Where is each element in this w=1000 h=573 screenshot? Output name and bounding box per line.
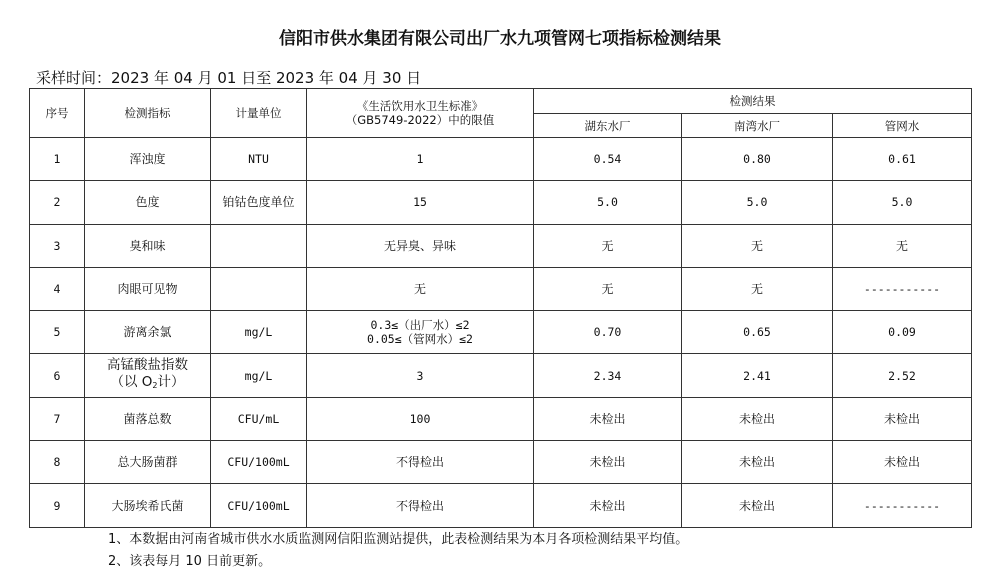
row-limit: 不得检出 bbox=[307, 484, 534, 527]
indicator-line2-post: 计） bbox=[157, 374, 185, 391]
header-indicator: 检测指标 bbox=[85, 89, 211, 138]
row-index: 4 bbox=[30, 267, 85, 310]
row-plant1: 0.54 bbox=[534, 138, 682, 181]
row-plant2: 未检出 bbox=[682, 441, 833, 484]
row-limit: 无 bbox=[307, 267, 534, 310]
row-unit: 铂钴色度单位 bbox=[211, 181, 307, 224]
header-index: 序号 bbox=[30, 89, 85, 138]
row-indicator: 浑浊度 bbox=[85, 138, 211, 181]
row-index: 2 bbox=[30, 181, 85, 224]
table-row bbox=[30, 267, 972, 310]
row-unit: NTU bbox=[211, 138, 307, 181]
row-plant1: 未检出 bbox=[534, 484, 682, 527]
row-plant1: 未检出 bbox=[534, 441, 682, 484]
row-plant1: 5.0 bbox=[534, 181, 682, 224]
row-network: 2.52 bbox=[833, 354, 972, 397]
header-results: 检测结果 bbox=[534, 89, 972, 114]
indicator-line2-sub: 2 bbox=[152, 381, 158, 391]
row-network: 0.61 bbox=[833, 138, 972, 181]
row-limit: 不得检出 bbox=[307, 441, 534, 484]
header-standard-line1: 《生活饮用水卫生标准》 bbox=[356, 99, 484, 113]
row-network: ----------- bbox=[833, 484, 972, 527]
table-row bbox=[30, 397, 972, 440]
row-limit-line2: 0.05≤（管网水）≤2 bbox=[367, 332, 473, 347]
indicator-line2-pre: （以 O bbox=[110, 374, 153, 391]
row-plant1: 2.34 bbox=[534, 354, 682, 397]
row-unit bbox=[211, 267, 307, 310]
row-network: 0.09 bbox=[833, 311, 972, 354]
row-plant1: 未检出 bbox=[534, 397, 682, 440]
row-plant2: 未检出 bbox=[682, 484, 833, 527]
row-indicator-line1: 高锰酸盐指数 bbox=[107, 357, 188, 374]
row-plant2: 未检出 bbox=[682, 397, 833, 440]
row-network: 无 bbox=[833, 224, 972, 267]
row-unit bbox=[211, 224, 307, 267]
row-indicator: 色度 bbox=[85, 181, 211, 224]
row-limit bbox=[307, 311, 534, 354]
row-plant2: 无 bbox=[682, 267, 833, 310]
row-index: 3 bbox=[30, 224, 85, 267]
row-limit-line1: 0.3≤（出厂水）≤2 bbox=[370, 318, 470, 333]
row-limit: 100 bbox=[307, 397, 534, 440]
row-index: 6 bbox=[30, 354, 85, 397]
row-index: 9 bbox=[30, 484, 85, 527]
row-indicator: 肉眼可见物 bbox=[85, 267, 211, 310]
header-unit: 计量单位 bbox=[211, 89, 307, 138]
row-indicator: 菌落总数 bbox=[85, 397, 211, 440]
header-plant1: 湖东水厂 bbox=[534, 114, 682, 138]
row-indicator: 游离余氯 bbox=[85, 311, 211, 354]
row-limit: 无异臭、异味 bbox=[307, 224, 534, 267]
row-plant2: 5.0 bbox=[682, 181, 833, 224]
row-plant2: 0.65 bbox=[682, 311, 833, 354]
row-network: 5.0 bbox=[833, 181, 972, 224]
table-row bbox=[30, 484, 972, 527]
table-row bbox=[30, 311, 972, 354]
row-limit: 15 bbox=[307, 181, 534, 224]
row-plant2: 无 bbox=[682, 224, 833, 267]
row-unit: CFU/100mL bbox=[211, 441, 307, 484]
row-plant2: 2.41 bbox=[682, 354, 833, 397]
row-indicator: 臭和味 bbox=[85, 224, 211, 267]
row-indicator bbox=[85, 354, 211, 397]
row-index: 8 bbox=[30, 441, 85, 484]
document-title: 信阳市供水集团有限公司出厂水九项管网七项指标检测结果 bbox=[279, 29, 721, 49]
sampling-period: 采样时间：2023 年 04 月 01 日至 2023 年 04 月 30 日 bbox=[36, 69, 422, 87]
header-plant2: 南湾水厂 bbox=[682, 114, 833, 138]
row-plant1: 无 bbox=[534, 224, 682, 267]
row-unit: mg/L bbox=[211, 311, 307, 354]
row-plant1: 无 bbox=[534, 267, 682, 310]
row-limit: 1 bbox=[307, 138, 534, 181]
header-standard bbox=[307, 89, 534, 138]
row-index: 1 bbox=[30, 138, 85, 181]
row-indicator: 总大肠菌群 bbox=[85, 441, 211, 484]
row-indicator-line2 bbox=[85, 374, 210, 394]
row-index: 7 bbox=[30, 397, 85, 440]
footnote-2: 2、该表每月 10 日前更新。 bbox=[108, 554, 272, 569]
row-network: ----------- bbox=[833, 267, 972, 310]
row-index: 5 bbox=[30, 311, 85, 354]
row-network: 未检出 bbox=[833, 441, 972, 484]
row-plant2: 0.80 bbox=[682, 138, 833, 181]
table-row bbox=[30, 441, 972, 484]
table-row bbox=[30, 138, 972, 181]
row-unit: CFU/mL bbox=[211, 397, 307, 440]
table-row bbox=[30, 224, 972, 267]
row-unit: CFU/100mL bbox=[211, 484, 307, 527]
row-limit: 3 bbox=[307, 354, 534, 397]
header-standard-line2: （GB5749-2022）中的限值 bbox=[345, 113, 495, 127]
header-row-1 bbox=[30, 89, 972, 114]
row-plant1: 0.70 bbox=[534, 311, 682, 354]
results-table bbox=[29, 88, 972, 528]
row-unit: mg/L bbox=[211, 354, 307, 397]
table-row bbox=[30, 354, 972, 397]
header-network: 管网水 bbox=[833, 114, 972, 138]
row-network: 未检出 bbox=[833, 397, 972, 440]
row-indicator: 大肠埃希氏菌 bbox=[85, 484, 211, 527]
table-row bbox=[30, 181, 972, 224]
footnote-1: 1、本数据由河南省城市供水水质监测网信阳监测站提供，此表检测结果为本月各项检测结果平均值。 bbox=[108, 532, 689, 547]
